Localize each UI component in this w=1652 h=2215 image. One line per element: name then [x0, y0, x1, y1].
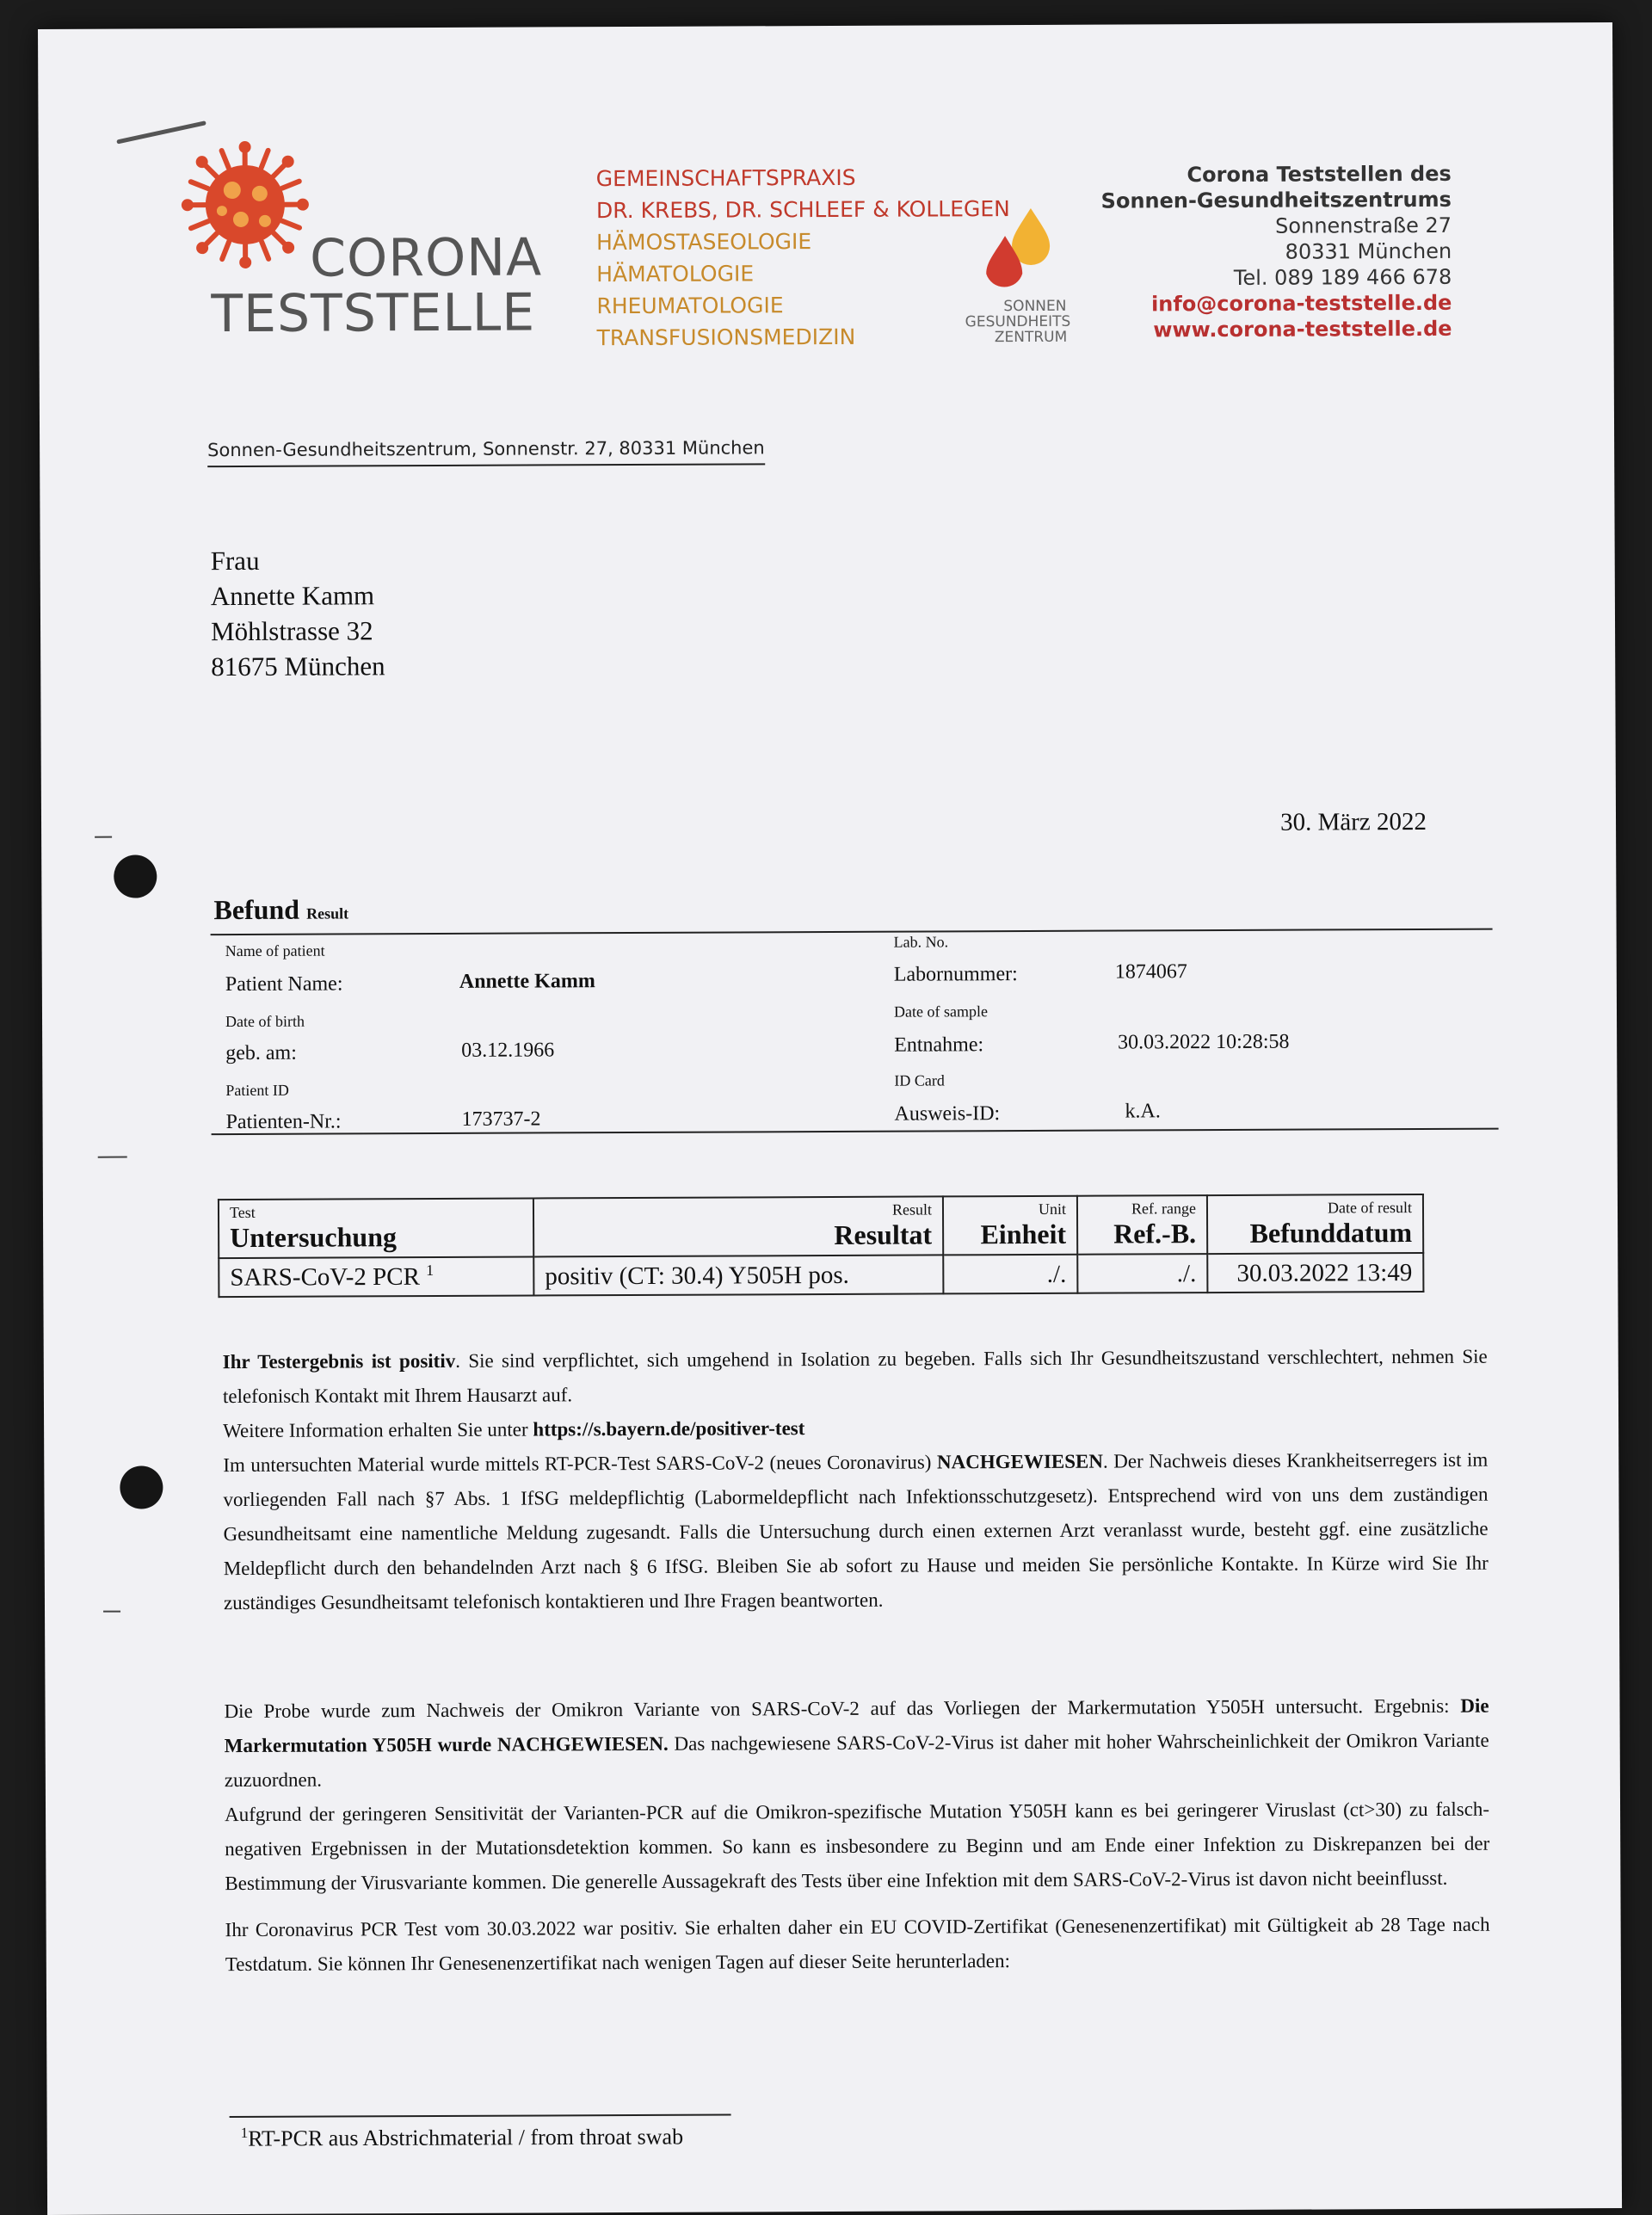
- cell-test: [219, 1256, 533, 1296]
- paragraph-info: [223, 1409, 1488, 1448]
- detected-bold: NACHGEWIESEN: [937, 1451, 1103, 1473]
- cell-test-footnote: 1: [426, 1262, 434, 1279]
- logo-line2: TESTSTELLE: [211, 285, 542, 342]
- recipient-city: 81675 München: [211, 648, 385, 684]
- paragraph-omikron: [224, 1689, 1489, 1798]
- logo-line1: CORONA: [211, 230, 542, 287]
- header-result: [533, 1196, 943, 1256]
- id-card-value: k.A.: [1125, 1100, 1160, 1123]
- id-card-en: ID Card: [894, 1071, 945, 1089]
- patient-id-label: Patienten-Nr.:: [225, 1110, 341, 1134]
- contact-city: 80331 München: [1101, 238, 1452, 266]
- sample-date-en: Date of sample: [894, 1003, 988, 1021]
- contact-website[interactable]: www.corona-teststelle.de: [1101, 316, 1452, 343]
- befund-title: Befund: [213, 894, 299, 925]
- paragraph-sensitivity: Aufgrund der geringeren Sensitivität der Varianten-PCR auf die Omikron-spezifische Mutation Y505H kann es bei geringerer Viruslast (ct>30) zu falsch-negativen Ergebnissen in der Mutationsdetektion kommen. So kann es insbesondere zu Beginn und am Ende einer Infektion zu Diskrepanzen bei der Bestimmung der Virusvariante kommen. Die generelle Aussagekraft des Tests über eine Infektion mit dem SARS-CoV-2-Virus ist davon nicht beeinflusst.: [225, 1792, 1490, 1901]
- omikron-pre: Die Probe wurde zum Nachweis der Omikron Variante von SARS-CoV-2 auf das Vorliegen der Markermutation Y505H untersucht. Ergebnis:: [224, 1695, 1460, 1722]
- header-date-de: Befunddatum: [1218, 1217, 1412, 1249]
- sgz-label: [942, 299, 1093, 346]
- header-ref: [1077, 1195, 1207, 1255]
- paragraph-positive: [223, 1340, 1488, 1414]
- sample-date-value: 30.03.2022 10:28:58: [1118, 1031, 1289, 1055]
- header-ref-de: Ref.-B.: [1088, 1218, 1196, 1250]
- body-text-block2: [224, 1689, 1489, 1982]
- punch-hole-top: [114, 855, 157, 898]
- footnote-text: RT-PCR aus Abstrichmaterial / from throat swab: [248, 2124, 683, 2150]
- positive-rest: . Sie sind verpflichtet, sich umgehend in Isolation zu begeben. Falls sich Ihr Gesundheitszustand verschlechtert, nehmen Sie telefonisch Kontakt mit Ihrem Hausarzt auf.: [223, 1346, 1488, 1407]
- patient-id-en: Patient ID: [225, 1082, 289, 1100]
- cell-result: positiv (CT: 30.4) Y505H pos.: [533, 1255, 943, 1295]
- omikron-rest: Das nachgewiesene SARS-CoV-2-Virus ist daher mit hoher Wahrscheinlichkeit der Omikron Variante zuzuordnen.: [225, 1730, 1489, 1791]
- header-date-en: Date of result: [1218, 1199, 1412, 1218]
- contact-email[interactable]: info@corona-teststelle.de: [1101, 290, 1452, 318]
- header-ref-en: Ref. range: [1088, 1200, 1196, 1219]
- divider-bottom: [212, 1128, 1499, 1136]
- body-text-block1: [223, 1340, 1489, 1620]
- cell-test-text: SARS-CoV-2 PCR: [230, 1263, 420, 1292]
- header-test: [219, 1199, 533, 1259]
- document-page: [38, 22, 1622, 2215]
- patient-name-en: Name of patient: [225, 942, 325, 961]
- sgz-line1: SONNEN: [942, 299, 1093, 315]
- patient-id-value: 173737-2: [461, 1108, 540, 1131]
- recipient-street: Möhlstrasse 32: [211, 613, 385, 649]
- results-header-row: [219, 1194, 1423, 1258]
- sgz-line3: ZENTRUM: [943, 330, 1094, 346]
- contact-phone: Tel. 089 189 466 678: [1101, 264, 1452, 292]
- logo-wordmark: [211, 230, 543, 342]
- sender-line: Sonnen-Gesundheitszentrum, Sonnenstr. 27, 80331 München: [207, 437, 765, 467]
- contact-title1: Corona Teststellen des: [1100, 161, 1451, 188]
- footnote-mark: 1: [241, 2125, 249, 2141]
- letter-date: 30. März 2022: [1280, 808, 1427, 837]
- detected-pre: Im untersuchten Material wurde mittels RT-PCR-Test SARS-CoV-2 (neues Coronavirus): [223, 1451, 937, 1476]
- header-test-de: Untersuchung: [230, 1221, 522, 1254]
- detected-rest: . Der Nachweis dieses Krankheitserregers ist im vorliegenden Fall nach §7 Abs. 1 IfSG meldepflichtig (Labormeldepflicht nach Infektionsschutzgesetz). Entsprechend wird von uns dem zuständigen Gesundheitsamt eine namentliche Meldung zugesandt. Falls die Untersuchung durch einen externen Arzt veranlasst wurde, besteht ggf. eine zusätzliche Meldepflicht durch den behandelnden Arzt nach § 6 IfSG. Bleiben Sie ab sofort zu Hause und meiden Sie persönliche Kontakte. In Kürze wird Sie Ihr zuständiges Gesundheitsamt telefonisch kontaktieren und Ihre Fragen beantworten.: [223, 1449, 1488, 1613]
- fold-mark: [98, 1157, 127, 1158]
- lab-no-en: Lab. No.: [894, 933, 949, 951]
- recipient-salutation: Frau: [211, 542, 385, 578]
- cell-unit: ./.: [943, 1255, 1077, 1293]
- patient-name-label: Patient Name:: [225, 972, 343, 996]
- punch-hole-bottom: [120, 1465, 163, 1509]
- positive-bold: Ihr Testergebnis ist positiv: [223, 1350, 456, 1373]
- cell-ref: ./.: [1077, 1254, 1207, 1293]
- footnote: [241, 2123, 683, 2152]
- results-table: [218, 1194, 1424, 1298]
- contact-street: Sonnenstraße 27: [1101, 213, 1452, 240]
- paragraph-certificate: Ihr Coronavirus PCR Test vom 30.03.2022 war positiv. Sie erhalten daher ein EU COVID-Zertifikat (Genesenenzertifikat) mit Gültigkeit ab 28 Tage nach Testdatum. Sie können Ihr Genesenenzertifikat nach wenigen Tagen auf dieser Seite herunterladen:: [225, 1908, 1490, 1982]
- header-result-de: Resultat: [545, 1219, 932, 1252]
- patient-dob-label: geb. am:: [225, 1042, 297, 1065]
- contact-block: [1100, 161, 1452, 343]
- header-result-en: Result: [545, 1200, 932, 1220]
- recipient-name: Annette Kamm: [211, 577, 385, 614]
- footnote-divider: [230, 2114, 731, 2119]
- lab-no-value: 1874067: [1115, 960, 1187, 984]
- header-date: [1207, 1194, 1423, 1254]
- header-unit-de: Einheit: [954, 1219, 1066, 1251]
- id-card-label: Ausweis-ID:: [894, 1102, 1000, 1126]
- practice-line1: GEMEINSCHAFTSPRAXIS: [596, 161, 1010, 194]
- practice-line4: HÄMATOLOGIE: [596, 256, 1010, 290]
- sgz-line2: GESUNDHEITS: [942, 314, 1093, 330]
- fold-mark: [103, 1611, 120, 1613]
- paragraph-detected: [223, 1443, 1489, 1620]
- recipient-address: [211, 542, 385, 684]
- patient-dob-value: 03.12.1966: [461, 1039, 554, 1062]
- table-row: [219, 1253, 1423, 1297]
- befund-heading: [213, 893, 348, 926]
- header-unit-en: Unit: [954, 1200, 1066, 1219]
- lab-no-label: Labornummer:: [894, 963, 1018, 987]
- sample-date-label: Entnahme:: [894, 1033, 983, 1057]
- header-test-en: Test: [230, 1203, 522, 1222]
- fold-mark: [95, 836, 112, 838]
- info-pre: Weitere Information erhalten Sie unter: [223, 1419, 533, 1442]
- practice-line2: DR. KREBS, DR. SCHLEEF & KOLLEGEN: [596, 193, 1010, 226]
- info-link[interactable]: https://s.bayern.de/positiver-test: [533, 1417, 804, 1440]
- header-unit: [943, 1196, 1077, 1256]
- practice-line5: RHEUMATOLOGIE: [596, 288, 1010, 322]
- contact-title2: Sonnen-Gesundheitszentrums: [1101, 187, 1452, 214]
- practice-line3: HÄMOSTASEOLOGIE: [596, 225, 1010, 258]
- patient-dob-en: Date of birth: [225, 1013, 305, 1031]
- patient-name-value: Annette Kamm: [459, 970, 595, 994]
- cell-date: 30.03.2022 13:49: [1207, 1253, 1423, 1293]
- befund-subtitle: Result: [306, 904, 348, 922]
- practice-line6: TRANSFUSIONSMEDIZIN: [596, 320, 1010, 354]
- divider-top: [211, 929, 1493, 936]
- omikron-bold: Die Markermutation Y505H wurde NACHGEWIESEN.: [225, 1695, 1489, 1756]
